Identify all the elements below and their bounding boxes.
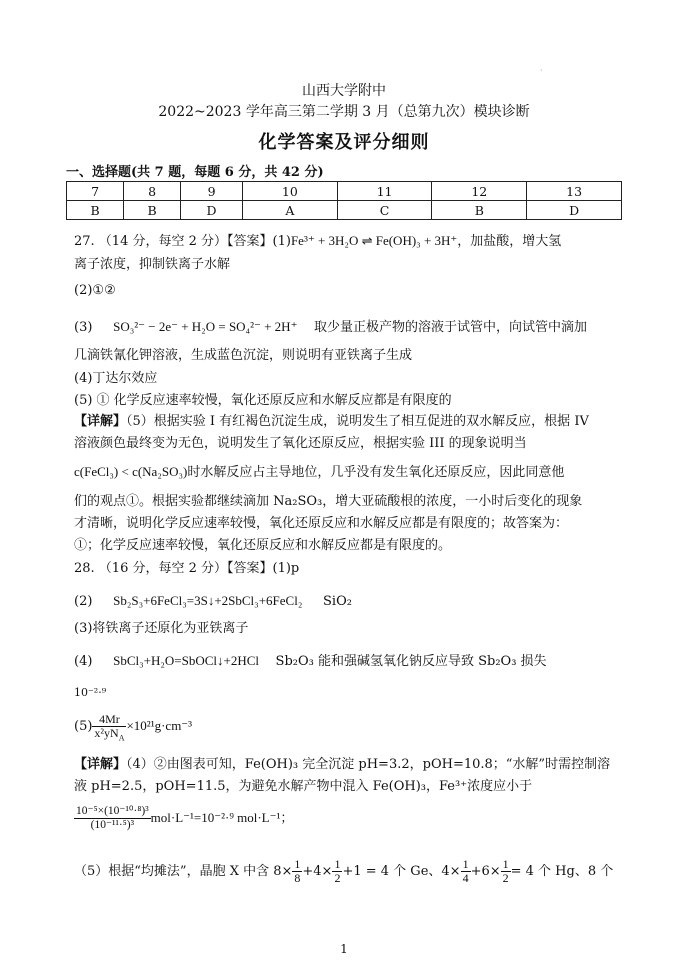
answer-cell: B	[67, 201, 124, 220]
q28-density-fraction	[92, 712, 126, 743]
fraction-one-half	[501, 858, 511, 885]
q28-detail-line3	[74, 794, 293, 843]
q27-part3-label: (3)	[74, 320, 93, 335]
exam-title: 2022~2023 学年高三第二学期 3 月（总第九次）模块诊断	[158, 104, 530, 120]
q27-detail-line3	[74, 463, 564, 482]
answer-cell: D	[181, 201, 243, 220]
answer-table	[66, 181, 622, 220]
question-cell: 7	[67, 182, 124, 201]
q28-part2-tail: SiO₂	[323, 594, 352, 609]
q27-head: 27. （14 分，每空 2 分）【答案】(1)	[74, 234, 291, 249]
denominator-subscript: A	[118, 733, 125, 743]
q28-part5	[74, 706, 192, 747]
fraction-numerator: 1	[294, 857, 301, 871]
fraction-numerator: 4Mr	[92, 713, 126, 727]
page-number: 1	[340, 942, 348, 956]
question-cell: 11	[337, 182, 432, 201]
q28-equation4: SbCl₃+H₂O=SbOCl↓+2HCl	[113, 653, 260, 668]
q28-part4-tail: Sb₂O₃ 能和强碱氢氧化钠反应导致 Sb₂O₃ 损失	[275, 654, 547, 669]
fraction-denominator: 2	[334, 871, 341, 885]
q27-detail-line1	[74, 413, 589, 431]
q27-concentration-expr: c(FeCl₃) < c(Na₂SO₃)	[74, 464, 188, 479]
q28-detail-tag: 【详解】	[74, 757, 127, 772]
fraction-one-quarter	[461, 858, 471, 885]
denominator-text: x²yN	[94, 726, 119, 740]
q27-detail-line6: ①；化学反应速率较慢，氧化还原反应和水解反应都是有限度的。	[74, 538, 452, 553]
answer-cell: B	[432, 201, 527, 220]
question-number-row	[67, 182, 622, 201]
fraction-denominator: 2	[502, 871, 509, 885]
q28-equation2: Sb₂S₃+6FeCl₃=3S↓+2SbCl₃+6FeCl₂	[113, 593, 303, 608]
question-cell: 10	[242, 182, 337, 201]
q28-detail-line2: 液 pH=2.5，pOH=11.5，为避免水解产物中混入 Fe(OH)₃，Fe³⁺浓度应小于	[74, 779, 533, 794]
answer-cell: C	[337, 201, 432, 220]
answer-cell: A	[242, 201, 337, 220]
q27-line2: 离子浓度，抑制铁离子水解	[74, 257, 231, 272]
q27-line1-tail: ，加盐酸，增大氢	[457, 234, 562, 249]
answer-row	[67, 201, 622, 220]
q28-part4	[74, 652, 547, 671]
q28-detail-line4	[74, 852, 613, 892]
q27-part3	[74, 318, 587, 337]
fraction-numerator: 1	[462, 857, 469, 871]
fraction-one-half	[332, 858, 342, 885]
fraction-numerator: 1	[502, 857, 509, 871]
q27-detail-text3: 时水解反应占主导地位，几乎没有发生氧化还原反应，因此同意他	[187, 465, 565, 480]
fraction-denominator: (10⁻¹¹·⁵)³	[90, 819, 135, 831]
q28-detail-text4e: = 4 个 Hg、8 个	[510, 864, 614, 879]
q28-detail-text4d: +6×	[470, 864, 501, 879]
fraction-denominator: 4	[462, 871, 469, 885]
q28-part3: (3)将铁离子还原化为亚铁离子	[74, 621, 249, 636]
q28-detail-text4c: +1 = 4 个 Ge、4×	[342, 864, 461, 879]
q28-part4-value: 10⁻²·⁹	[74, 686, 107, 699]
q27-detail-line4: 们的观点①。根据实验都继续滴加 Na₂SO₃，增大亚硫酸根的浓度，一小时后变化的现象	[74, 494, 583, 509]
q28-part2	[74, 592, 352, 611]
fraction-numerator: 10⁻⁵×(10⁻¹⁰·⁸)³	[76, 805, 149, 817]
fraction-denominator	[92, 726, 126, 743]
answer-cell: D	[527, 201, 622, 220]
q28-detail-line1	[74, 756, 610, 774]
q27-detail-text1: （5）根据实验 I 有红褐色沉淀生成，说明发生了相互促进的双水解反应，根据 IV	[126, 414, 589, 429]
q28-detail-text3: mol·L⁻¹=10⁻²·⁹ mol·L⁻¹；	[150, 810, 294, 825]
q27-equation1: Fe³⁺ + 3H₂O ⇌ Fe(OH)₃ + 3H⁺	[290, 233, 458, 248]
q28-detail-text4a: （5）根据“均摊法”，晶胞 X 中含 8×	[74, 864, 293, 879]
fraction-one-eighth	[292, 858, 302, 885]
fraction-denominator: 8	[294, 871, 301, 885]
q28-iron-conc-fraction	[74, 805, 151, 832]
q27-part3-line2: 几滴铁氰化钾溶液，生成蓝色沉淀，则说明有亚铁离子生成	[74, 348, 413, 363]
q27-detail-tag: 【详解】	[74, 414, 127, 429]
q28-part2-label: (2)	[74, 594, 93, 609]
question-cell: 12	[432, 182, 527, 201]
document-title: 化学答案及评分细则	[258, 132, 430, 153]
fraction-numerator: 1	[334, 857, 341, 871]
q27-part3-tail: 取少量正极产物的溶液于试管中，向试管中滴加	[313, 320, 587, 335]
q27-equation3: SO₃²⁻ − 2e⁻ + H₂O = SO₄²⁻ + 2H⁺	[113, 319, 298, 334]
q28-part5-tail: ×10²¹g·cm⁻³	[126, 718, 193, 733]
q28-part4-label: (4)	[74, 654, 93, 669]
question-cell: 8	[124, 182, 181, 201]
question-cell: 13	[527, 182, 622, 201]
section1-heading: 一、选择题(共 7 题，每题 6 分，共 42 分)	[66, 165, 324, 180]
school-name: 山西大学附中	[302, 83, 386, 99]
corner-mark: ·	[540, 66, 543, 75]
q27-part4: (4)丁达尔效应	[74, 371, 158, 386]
q28-detail-text1: （4）②由图表可知，Fe(OH)₃ 完全沉淀 pH=3.2，pOH=10.8；“水解”时需控制溶	[126, 757, 611, 772]
q27-detail-line2: 溶液颜色最终变为无色，说明发生了氧化还原反应，根据实验 III 的现象说明当	[74, 436, 527, 451]
q27-part2: (2)①②	[74, 283, 116, 298]
question-cell: 9	[181, 182, 243, 201]
q27-part5: (5) ① 化学反应速率较慢，氧化还原反应和水解反应都是有限度的	[74, 393, 452, 408]
q28-detail-text4b: +4×	[302, 864, 333, 879]
q27-line1	[74, 232, 561, 251]
q27-detail-line5: 才清晰，说明化学反应速率较慢，氧化还原反应和水解反应都是有限度的；故答案为：	[74, 516, 569, 531]
q28-head: 28. （16 分，每空 2 分）【答案】(1)p	[74, 561, 300, 576]
q28-part5-label: (5)	[74, 719, 93, 734]
answer-cell: B	[124, 201, 181, 220]
